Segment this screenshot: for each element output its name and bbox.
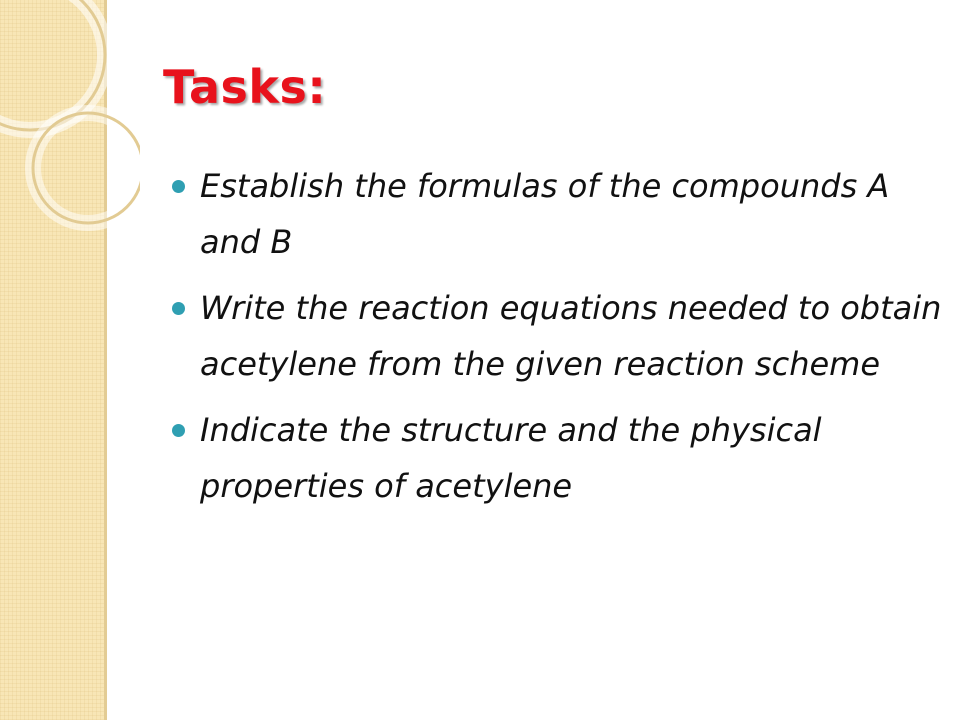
list-item-text: Write the reaction equations needed to obtain acetylene from the given reaction scheme	[200, 289, 942, 383]
bullet-dot-icon	[172, 180, 185, 193]
list-item-text: Establish the formulas of the compounds A and B	[200, 167, 890, 261]
task-list	[172, 158, 942, 524]
bullet-dot-icon	[172, 302, 185, 315]
list-item	[172, 280, 942, 392]
list-item-text: Indicate the structure and the physical properties of acetylene	[200, 411, 822, 505]
list-item	[172, 402, 942, 514]
bullet-dot-icon	[172, 424, 185, 437]
slide-title: Tasks:	[163, 60, 327, 114]
list-item	[172, 158, 942, 270]
decorative-rings-icon	[0, 0, 140, 240]
